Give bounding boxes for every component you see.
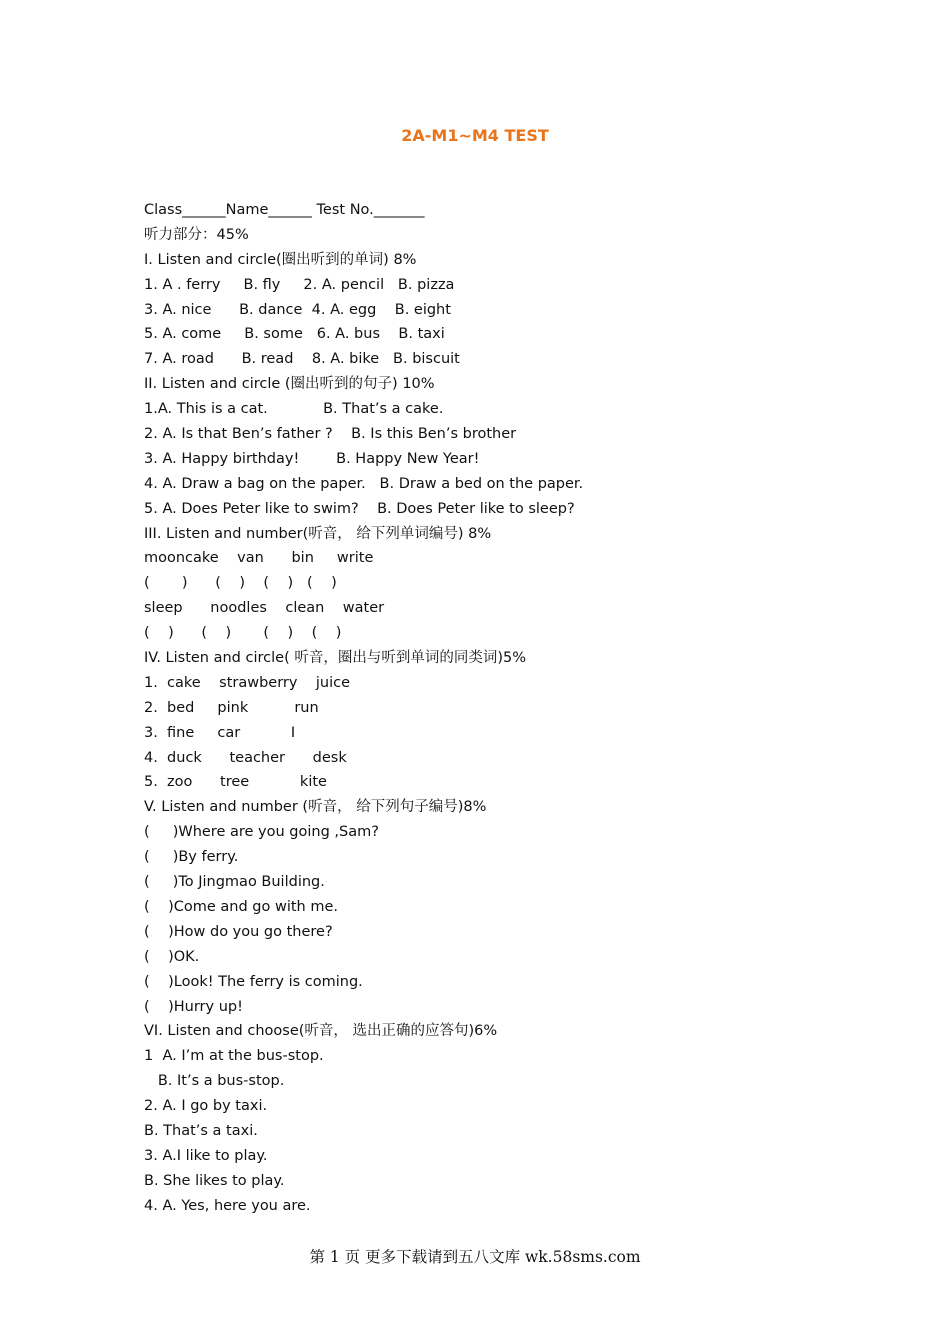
text-line: ( ) ( ) ( ) ( )	[144, 625, 342, 642]
text-line: 4. A. Draw a bag on the paper. B. Draw a bed on the paper.	[144, 475, 584, 492]
text-line: 1. A . ferry B. fly 2. A. pencil B. pizza	[144, 276, 455, 293]
text-line: ( )How do you go there?	[144, 923, 333, 940]
page-title: 2A-M1~M4 TEST	[401, 126, 549, 145]
text-line: ( )To Jingmao Building.	[144, 874, 325, 891]
text-line: 5. A. Does Peter like to swim? B. Does Peter like to sleep?	[144, 500, 575, 517]
text-line: 7. A. road B. read 8. A. bike B. biscuit	[144, 351, 460, 368]
text-line: 5. zoo tree kite	[144, 774, 327, 791]
text-line: ( )Where are you going ,Sam?	[144, 824, 379, 841]
text-line: 2. A. Is that Ben’s father ? B. Is this Ben’s brother	[144, 426, 517, 443]
text-line: B. That’s a taxi.	[144, 1122, 258, 1139]
text-line: ( ) ( ) ( ) ( )	[144, 575, 337, 592]
text-line: ( )Hurry up!	[144, 998, 243, 1015]
page-footer: 第 1 页 更多下载请到五八文库 wk.58sms.com	[309, 1248, 641, 1266]
text-line: 3. fine car I	[144, 724, 296, 741]
text-line: ( )Come and go with me.	[144, 898, 339, 915]
text-line: ( )Look! The ferry is coming.	[144, 973, 363, 990]
section-heading: IV. Listen and circle( 听音，圈出与听到单词的同类词)5%	[144, 650, 526, 667]
text-line: 1.A. This is a cat. B. That’s a cake.	[144, 401, 444, 418]
section-heading: 听力部分：45%	[144, 226, 249, 243]
text-line: 1. cake strawberry juice	[144, 674, 351, 691]
text-line: B. She likes to play.	[144, 1172, 285, 1189]
text-line: 1 A. I’m at the bus-stop.	[144, 1048, 324, 1065]
text-line: B. It’s a bus-stop.	[144, 1073, 285, 1090]
text-line: ( )OK.	[144, 948, 200, 965]
text-line: 2. bed pink run	[144, 699, 319, 716]
text-line: 2. A. I go by taxi.	[144, 1098, 268, 1115]
text-line: 3. A. nice B. dance 4. A. egg B. eight	[144, 301, 451, 318]
text-line: ( )By ferry.	[144, 849, 239, 866]
text-line: 4. A. Yes, here you are.	[144, 1197, 311, 1214]
text-line: 3. A.I like to play.	[144, 1147, 268, 1164]
text-line: mooncake van bin write	[144, 550, 374, 567]
section-heading: V. Listen and number (听音， 给下列句子编号)8%	[144, 799, 487, 816]
text-line: 5. A. come B. some 6. A. bus B. taxi	[144, 326, 445, 343]
text-line: Class______Name______ Test No._______	[144, 202, 425, 218]
text-line: 3. A. Happy birthday! B. Happy New Year!	[144, 450, 480, 467]
section-heading: II. Listen and circle (圈出听到的句子) 10%	[144, 376, 435, 393]
text-line: sleep noodles clean water	[144, 600, 385, 617]
section-heading: VI. Listen and choose(听音， 选出正确的应答句)6%	[144, 1023, 498, 1040]
section-heading: III. Listen and number(听音， 给下列单词编号) 8%	[144, 525, 492, 542]
test-content	[144, 198, 844, 1219]
section-heading: I. Listen and circle(圈出听到的单词) 8%	[144, 251, 417, 268]
text-line: 4. duck teacher desk	[144, 749, 347, 766]
